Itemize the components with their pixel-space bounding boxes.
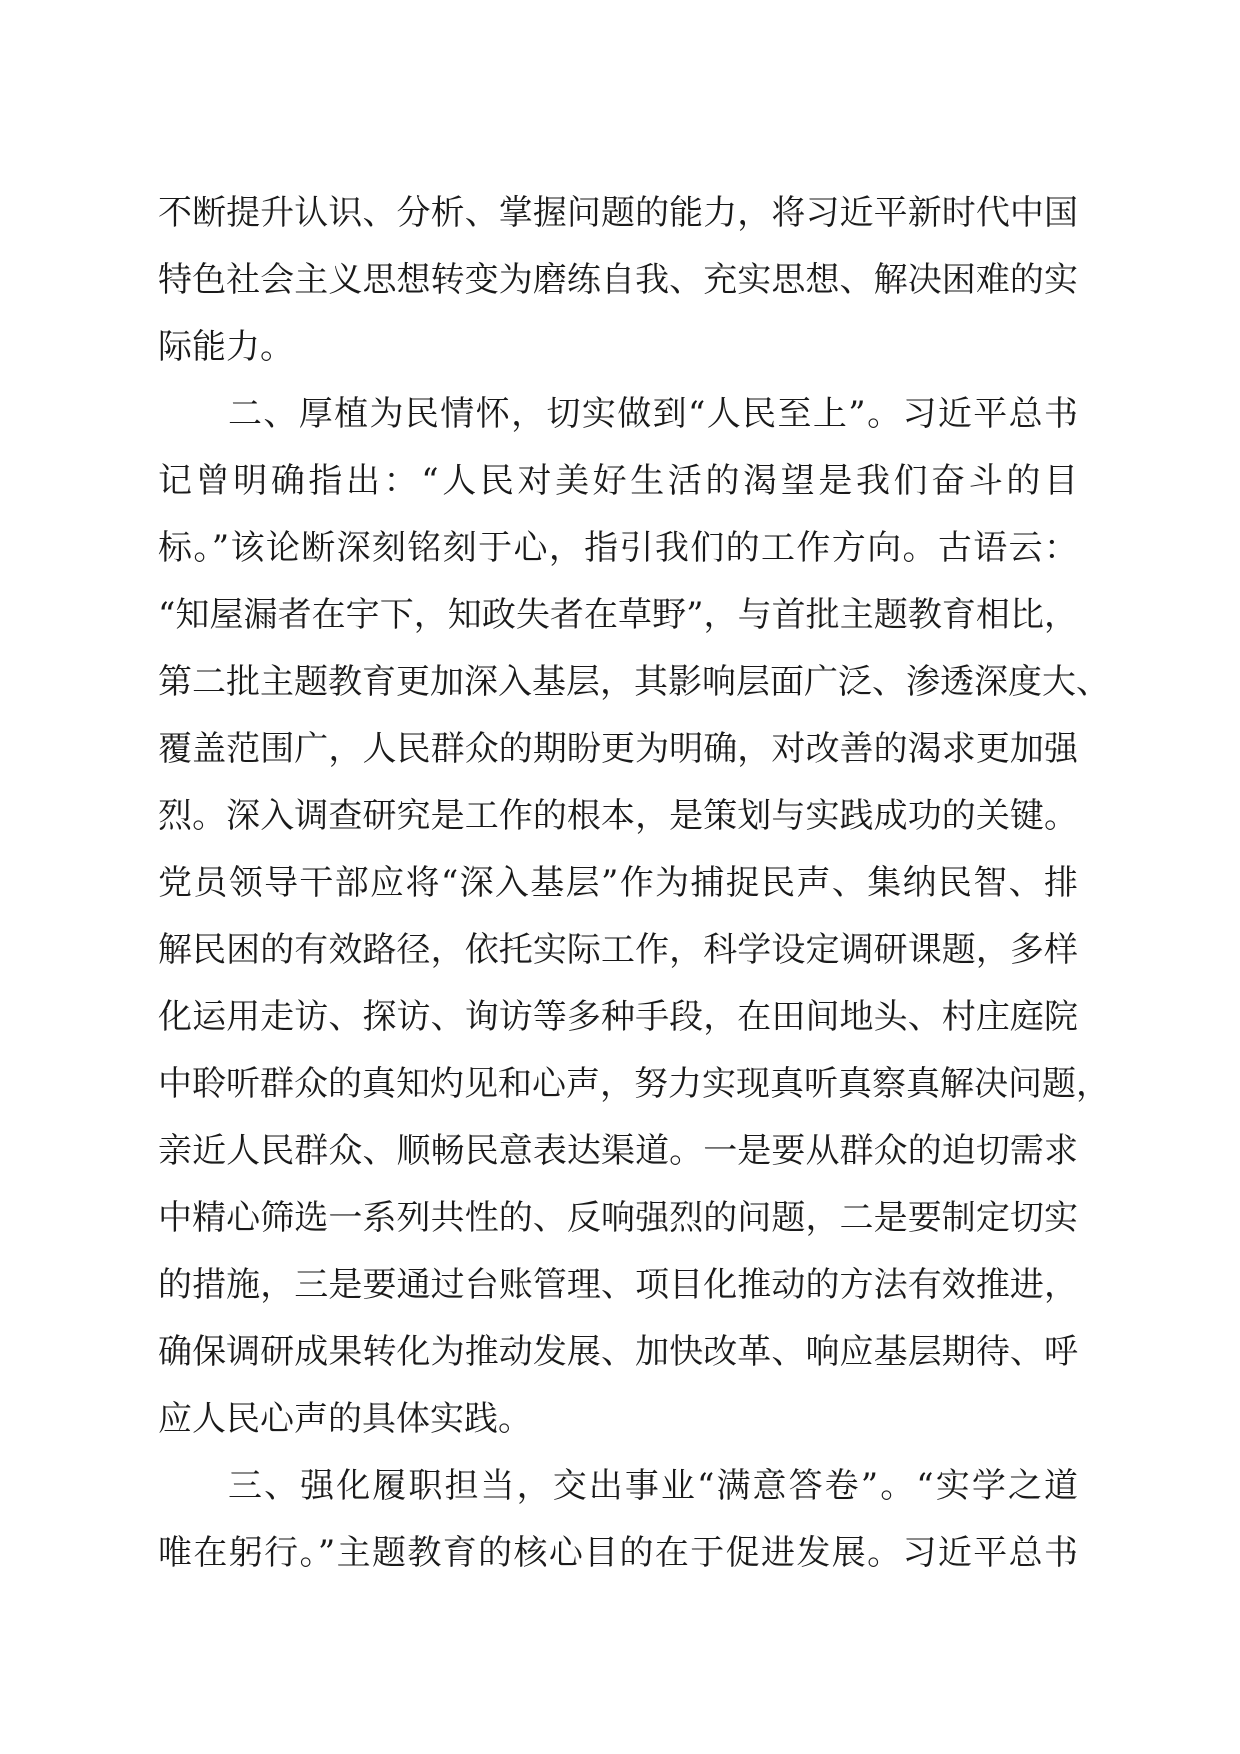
text-line: 第二批主题教育更加深入基层，其影响层面广泛、渗透深度大、 — [158, 662, 1110, 702]
text-line: 化运用走访、探访、询访等多种手段，在田间地头、村庄庭院 — [158, 997, 1078, 1037]
text-line: 应人民心声的具体实践。 — [158, 1399, 532, 1439]
text-line: 亲近人民群众、顺畅民意表达渠道。一是要从群众的迫切需求 — [158, 1131, 1078, 1171]
document-body — [158, 180, 1110, 1587]
text-line: 党员领导干部应将“深入基层”作为捕捉民声、集纳民智、排 — [158, 863, 1078, 903]
text-line: 二、厚植为民情怀，切实做到“人民至上”。习近平总书 — [228, 394, 1078, 434]
text-line: 特色社会主义思想转变为磨练自我、充实思想、解决困难的实 — [158, 260, 1078, 300]
text-line: 三、强化履职担当，交出事业“满意答卷”。“实学之道 — [228, 1466, 1078, 1506]
paragraph-1 — [158, 180, 1078, 381]
text-line: 际能力。 — [158, 327, 294, 367]
text-line: 烈。深入调查研究是工作的根本，是策划与实践成功的关键。 — [158, 796, 1078, 836]
paragraph-3 — [158, 1453, 1078, 1587]
text-line: 解民困的有效路径，依托实际工作，科学设定调研课题，多样 — [158, 930, 1078, 970]
text-line: 中精心筛选一系列共性的、反响强烈的问题，二是要制定切实 — [158, 1198, 1078, 1238]
text-line: 确保调研成果转化为推动发展、加快改革、响应基层期待、呼 — [158, 1332, 1078, 1372]
text-line: 不断提升认识、分析、掌握问题的能力，将习近平新时代中国 — [158, 193, 1078, 233]
text-line: 的措施，三是要通过台账管理、项目化推动的方法有效推进， — [158, 1265, 1078, 1305]
text-line: 记曾明确指出：“人民对美好生活的渴望是我们奋斗的目 — [158, 461, 1078, 501]
text-line: 覆盖范围广，人民群众的期盼更为明确，对改善的渴求更加强 — [158, 729, 1078, 769]
text-line: 中聆听群众的真知灼见和心声，努力实现真听真察真解决问题， — [158, 1064, 1110, 1104]
text-line: 标。”该论断深刻铭刻于心，指引我们的工作方向。古语云： — [158, 528, 1078, 568]
text-line: “知屋漏者在宇下，知政失者在草野”，与首批主题教育相比， — [158, 595, 1078, 635]
text-line: 唯在躬行。”主题教育的核心目的在于促进发展。习近平总书 — [158, 1533, 1078, 1573]
paragraph-2 — [158, 381, 1110, 1453]
